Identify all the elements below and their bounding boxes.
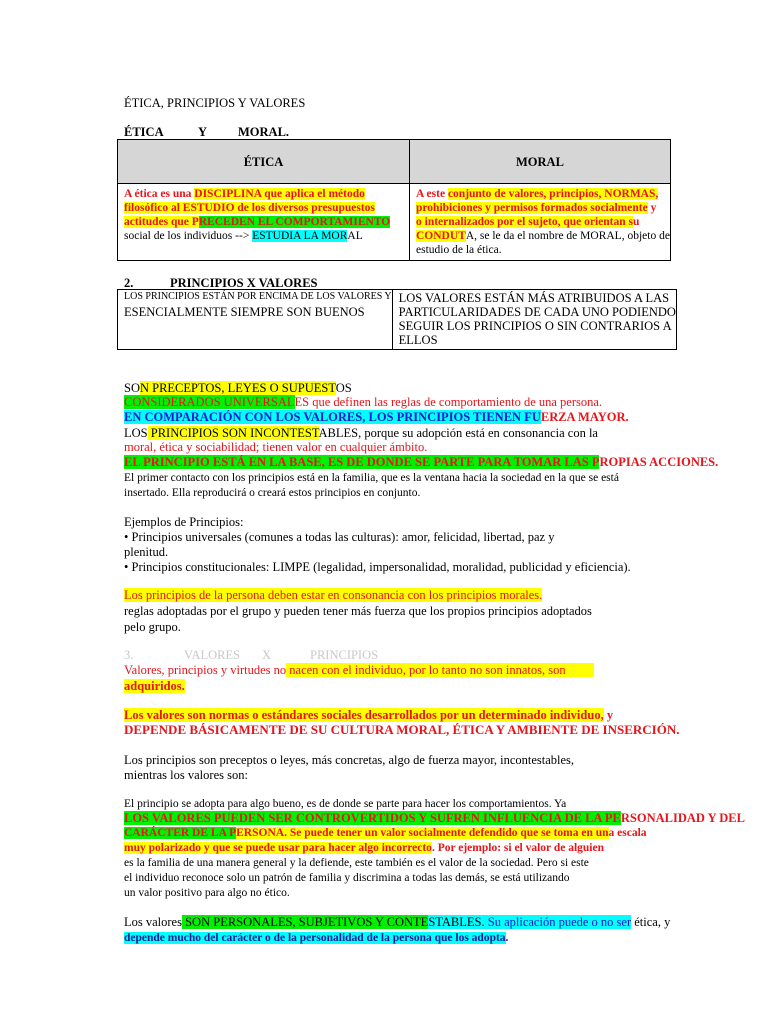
p1-l4b: PRINCIPIOS SON INCONTEST [147,426,319,440]
p6-line-7: un valor positivo para algo no ético. [124,887,290,899]
p6-line-3 [124,826,647,840]
p1-l6b: ROPIAS ACCIONES. [599,455,719,469]
p6-l4a: muy polarizado y que se puede usar para hacer algo incorrecto [124,842,432,854]
etica-line-4b: ESTUDIA LA MOR [252,230,348,242]
section1-heading-y: Y [198,125,208,139]
moral-line-2a: prohibiciones y permisos formados socialmente [416,202,648,214]
table2-right-line-2: PARTICULARIDADES DE CADA UNO PODIENDO [398,305,676,319]
table2-right-line-3: SEGUIR LOS PRINCIPIOS O SIN CONTRARIOS A [398,319,672,333]
p1-line-2 [124,395,602,409]
p7-l1d: Su aplicación puede o no ser [484,915,632,929]
section3-number: 3. [124,648,134,662]
p1-line-8: insertado. Ella reproducirá o creará estos principios en conjunto. [124,487,421,499]
p3-line-1 [124,663,594,677]
moral-line-5a: estudio de la ética. [416,244,502,256]
p4-l1a: Los valores son normas o estándares sociales desarrollados por un determinado individuo, [124,708,604,722]
p1-line-6 [124,455,718,469]
p1-l6a: EL PRINCIPIO ESTÁ EN LA BASE, ES DE DONDE SE PARTE PARA TOMAR LAS P [124,455,600,469]
p6-l3b: ERSONA. Se puede tener un valor socialmente defendido que se toma en un [236,827,609,839]
p1-l4a: LOS [124,426,148,440]
moral-line-5 [416,243,670,257]
section2-heading: PRINCIPIOS X VALORES [170,276,318,290]
moral-line-1a: A este [416,188,448,200]
p7-l1e: ética, y [631,915,671,929]
moral-line-3b: u [633,216,640,228]
p1-line-4 [124,426,598,440]
examples-line-2: plenitud. [124,545,169,559]
p1-l1a: SO [124,381,140,395]
section3-valores: VALORES [184,648,241,662]
etica-line-1b: DISCIPLINA que aplica el método [194,188,365,200]
table2-left-line-1: LOS PRINCIPIOS ESTÁN POR ENCIMA DE LOS VALORES Y [124,291,392,302]
section3-x: X [262,648,272,662]
etica-line-3a: actitudes que P [124,216,199,228]
p1-l2b: ES que definen las reglas de comportamiento de una persona. [294,395,603,409]
etica-line-4a: social de los individuos --> [124,230,253,242]
etica-line-4 [124,229,409,243]
document-title: ÉTICA, PRINCIPIOS Y VALORES [124,96,306,110]
etica-line-1 [124,187,409,201]
p6-l3c: a escala [608,827,647,839]
table2-cell-valores [392,290,676,350]
etica-line-1a: A ética es una [124,188,195,200]
p1-l3a: EN COMPARACIÓN CON LOS VALORES, LOS PRINCIPIOS TIENEN FU [124,410,541,424]
etica-line-2 [124,201,409,215]
p5-line-1: Los principios son preceptos o leyes, más concretas, algo de fuerza mayor, incontestables, [124,753,575,767]
p1-line-3 [124,410,629,424]
moral-line-2 [416,201,670,215]
p4-line-1 [124,708,613,722]
p4-l1b: y [603,708,614,722]
table1-header-etica-label: ÉTICA [243,154,284,169]
p1-l3b: ERZA MAYOR. [540,410,629,424]
etica-line-3b: RECEDEN EL COMPORTAMIENTO [198,216,391,228]
p6-line-2 [124,811,745,825]
table2-cell-principios [118,290,393,350]
p7-l2b: . [505,932,509,944]
p6-line-4 [124,841,604,855]
p5-line-2: mientras los valores son: [124,768,248,782]
p1-l1c: OS [335,381,352,395]
section3-principios: PRINCIPIOS [310,648,379,662]
etica-moral-table [117,139,671,261]
table1-header-moral [410,140,671,184]
p1-line-1 [124,381,352,395]
p1-line-5: moral, ética y sociabilidad; tienen valor en cualquier ámbito. [124,440,428,454]
moral-line-4b: A, se le da el nombre de MORAL, objeto de [465,230,670,242]
p7-l1b: SON PERSONALES, SUBJETIVOS Y CONTE [181,915,429,929]
section1-heading-etica: ÉTICA [124,125,164,139]
p3-l1b: nacen con el individuo, por lo tanto no son innatos, son [286,663,593,677]
p6-l2a: LOS VALORES PUEDEN SER CONTROVERTIDOS Y SUFREN INFLUENCIA DE LA PE [124,811,621,825]
p6-line-6: el individuo reconoce solo un patrón de familia y discrimina a todas las demás, se está utilizando [124,872,570,884]
p7-l2a: depende mucho del carácter o de la personalidad de la persona que los adopta [124,932,506,944]
p3-line-2 [124,679,185,693]
moral-line-4a: CONDUT [416,230,466,242]
p6-l3a: CARÁCTER DE LA P [124,827,237,839]
p2-l1a: Los principios de la persona deben estar en consonancia con los principios morales. [124,588,543,602]
moral-line-4 [416,229,670,243]
etica-line-4c: AL [347,230,363,242]
p1-l4c: ABLES, porque su adopción está en consonancia con la [318,426,598,440]
moral-line-2b: y [647,202,657,214]
table1-cell-moral [410,184,671,261]
section2-number: 2. [124,276,134,290]
p6-line-5: es la familia de una manera general y la defiende, este también es el valor de la sociedad. Pero si este [124,857,589,869]
p6-l2b: RSONALIDAD Y DEL [620,811,745,825]
p3-l2a: adquiridos. [124,679,185,693]
p2-line-2: reglas adoptadas por el grupo y pueden tener más fuerza que los propios principios adoptados [124,604,592,618]
table1-header-moral-label: MORAL [516,154,564,169]
table1-header-etica [118,140,410,184]
moral-line-3 [416,215,670,229]
p1-l2a: CONSIDERADOS UNIVERSAL [124,395,295,409]
table2-right-line-4: ELLOS [398,333,438,347]
p1-l1b: N PRECEPTOS, LEYES O SUPUEST [139,381,336,395]
p7-l1a: Los valores [124,915,182,929]
p6-line-1: El principio se adopta para algo bueno, es de donde se parte para hacer los comportamientos. Ya [124,798,567,810]
etica-line-2a: filosófico al ESTUDIO de los diversos presupuestos [124,202,375,214]
moral-line-1 [416,187,670,201]
examples-heading: Ejemplos de Principios: [124,515,244,529]
p4-line-2: DEPENDE BÁSICAMENTE DE SU CULTURA MORAL, ÉTICA Y AMBIENTE DE INSERCIÓN. [124,722,680,737]
table2-right-line-1: LOS VALORES ESTÁN MÁS ATRIBUIDOS A LAS [398,291,670,305]
table2-left-line-2: ESENCIALMENTE SIEMPRE SON BUENOS [124,305,365,319]
p7-line-1 [124,915,670,929]
principios-valores-table [117,289,677,350]
moral-line-1b: conjunto de valores, principios, NORMAS, [447,188,659,200]
p2-line-1 [124,588,542,602]
p3-l1a: Valores, principios y virtudes no [124,663,287,677]
section1-heading-moral: MORAL. [238,125,290,139]
examples-line-3: • Principios constitucionales: LIMPE (legalidad, impersonalidad, moralidad, publicidad y eficiencia). [124,560,631,574]
etica-line-3 [124,215,409,229]
table1-cell-etica [118,184,410,261]
p6-l4b: . Por ejemplo: si el valor de alguien [431,842,604,854]
examples-line-1: • Principios universales (comunes a todas las culturas): amor, felicidad, libertad, paz y [124,530,555,544]
p7-l1c: STABLES. [428,915,485,929]
moral-line-3a: o internalizados por el sujeto, que orientan s [416,216,634,228]
p1-line-7: El primer contacto con los principios está en la familia, que es la ventana hacia la sociedad en la que se está [124,472,619,484]
p7-line-2 [124,931,508,945]
p2-line-3: pelo grupo. [124,620,181,634]
